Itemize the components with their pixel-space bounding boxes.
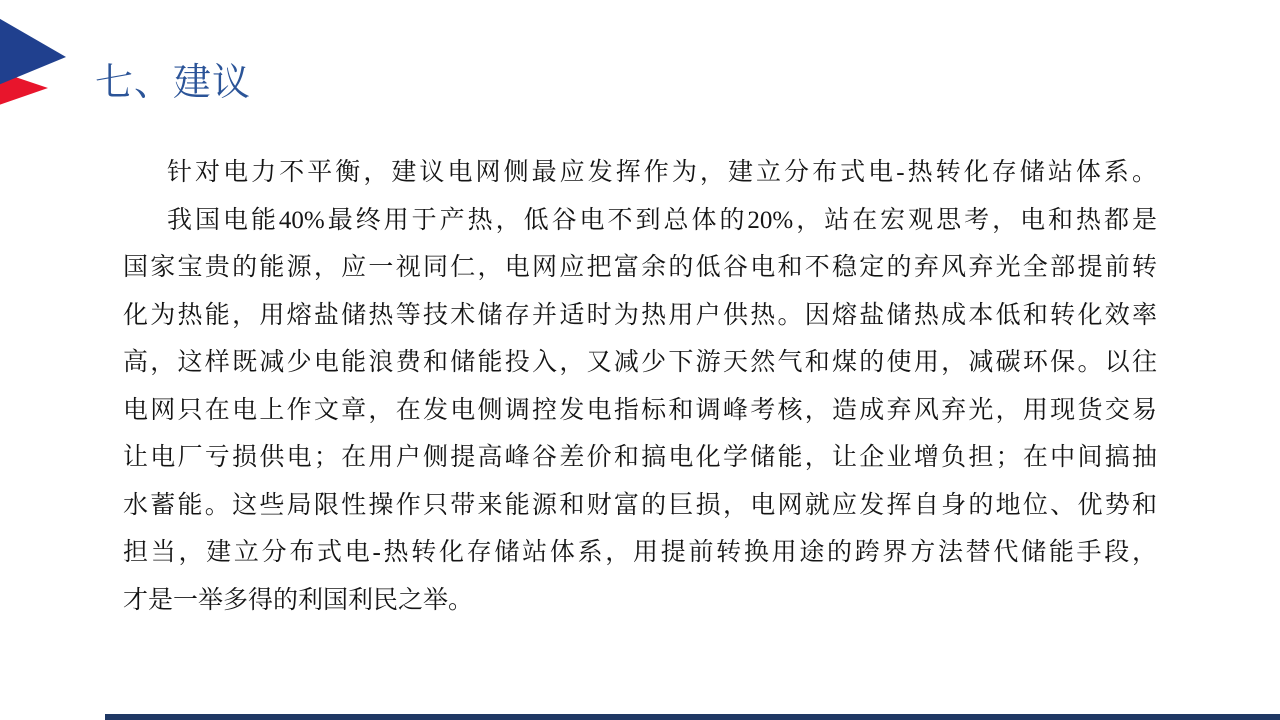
footer-bar — [105, 714, 1280, 720]
body-line: 我国电能40%最终用于产热，低谷电不到总体的20%，站在宏观思考，电和热都是 — [167, 206, 1157, 234]
body-line: 国家宝贵的能源，应一视同仁，电网应把富余的低谷电和不稳定的弃风弃光全部提前转 — [123, 254, 1157, 281]
body-line: 担当，建立分布式电-热转化存储站体系，用提前转换用途的跨界方法替代储能手段， — [123, 539, 1157, 566]
body-line: 水蓄能。这些局限性操作只带来能源和财富的巨损，电网就应发挥自身的地位、优势和 — [123, 491, 1157, 519]
body-line: 针对电力不平衡，建议电网侧最应发挥作为，建立分布式电-热转化存储站体系。 — [167, 159, 1157, 186]
body-line: 让电厂亏损供电；在用户侧提高峰谷差价和搞电化学储能，让企业增负担；在中间搞抽 — [123, 444, 1157, 471]
red-triangle-icon — [0, 55, 48, 122]
body-line: 电网只在电上作文章，在发电侧调控发电指标和调峰考核，造成弃风弃光，用现货交易 — [123, 396, 1157, 424]
body-line: 高，这样既减少电能浪费和储能投入，又减少下游天然气和煤的使用，减碳环保。以往 — [123, 349, 1157, 376]
body-text — [123, 149, 1157, 624]
page-title: 七、建议 — [95, 62, 252, 104]
body-line: 化为热能，用熔盐储热等技术储存并适时为热用户供热。因熔盐储热成本低和转化效率 — [123, 301, 1157, 329]
body-line: 才是一举多得的利国利民之举。 — [123, 586, 474, 614]
blue-triangle-icon — [0, 0, 66, 105]
